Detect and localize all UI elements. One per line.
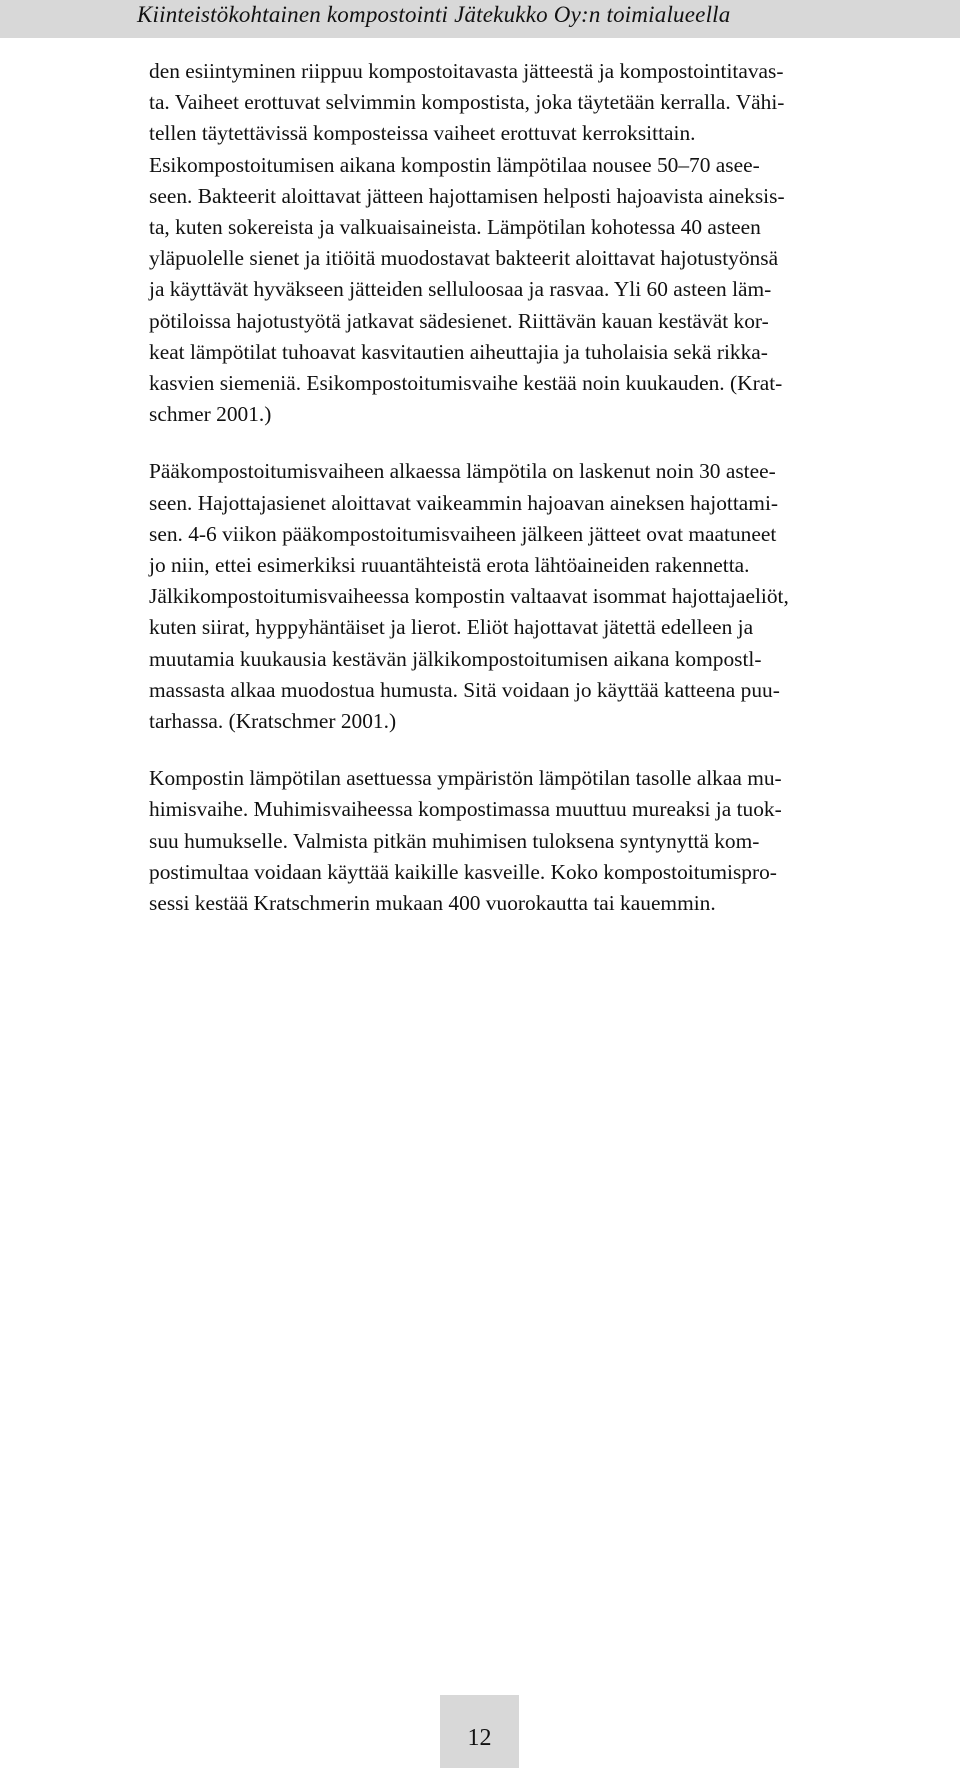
text-line: tarhassa. (Kratschmer 2001.) — [149, 709, 397, 734]
body-text — [149, 56, 960, 919]
text-line: sessi kestää Kratschmerin mukaan 400 vuorokautta tai kauemmin. — [149, 891, 716, 916]
paragraph-1 — [149, 56, 960, 150]
text-line: schmer 2001.) — [149, 402, 272, 427]
text-line: Kompostin lämpötilan asettuessa ympäristön lämpötilan tasolle alkaa mu- — [149, 766, 782, 791]
text-line: Esikompostoitumisen aikana kompostin lämpötilaa nousee 50–70 asee- — [149, 152, 760, 177]
text-line: massasta alkaa muodostua humusta. Sitä voidaan jo käyttää katteena puu- — [149, 677, 780, 702]
text-line: sen. 4-6 viikon pääkompostoitumisvaiheen jälkeen jätteet ovat maatuneet — [149, 521, 777, 546]
page-number-box — [440, 1695, 519, 1768]
text-line: kasvien siemeniä. Esikompostoitumisvaihe kestää noin kuukauden. (Krat- — [149, 371, 783, 396]
paragraph-3 — [149, 456, 960, 737]
page-number: 12 — [467, 1725, 492, 1751]
running-header — [0, 0, 960, 38]
text-line: muutamia kuukausia kestävän jälkikompostoitumisen aikana kompostl- — [149, 646, 762, 671]
text-line: yläpuolelle sienet ja itiöitä muodostavat bakteerit aloittavat hajotustyönsä — [149, 246, 779, 271]
paragraph-4 — [149, 763, 960, 919]
text-line: den esiintyminen riippuu kompostoitavasta jätteestä ja kompostointitavas- — [149, 59, 784, 83]
text-line: Pääkompostoitumisvaiheen alkaessa lämpötila on laskenut noin 30 astee- — [149, 459, 776, 484]
paragraph-2 — [149, 150, 960, 431]
running-header-title: Kiinteistökohtainen kompostointi Jätekukko Oy:n toimialueella — [137, 2, 731, 27]
text-line: postimultaa voidaan käyttää kaikille kasveille. Koko kompostoitumispro- — [149, 859, 777, 884]
text-line: Jälkikompostoitumisvaiheessa kompostin valtaavat isommat hajottajaeliöt, — [149, 584, 789, 609]
text-line: pötiloissa hajotustyötä jatkavat sädesienet. Riittävän kauan kestävät kor- — [149, 308, 769, 333]
text-line: kuten siirat, hyppyhäntäiset ja lierot. Eliöt hajottavat jätettä edelleen ja — [149, 615, 754, 640]
text-line: seen. Hajottajasienet aloittavat vaikeammin hajoavan aineksen hajottami- — [149, 490, 779, 515]
text-line: ta. Vaiheet erottuvat selvimmin kompostista, joka täytetään kerralla. Vähi- — [149, 90, 785, 115]
text-line: ta, kuten sokereista ja valkuaisaineista. Lämpötilan kohotessa 40 asteen — [149, 215, 761, 240]
text-line: ja käyttävät hyväkseen jätteiden selluloosaa ja rasvaa. Yli 60 asteen läm- — [149, 277, 772, 302]
text-line: jo niin, ettei esimerkiksi ruuantähteistä erota lähtöaineiden rakennetta. — [149, 553, 750, 578]
text-line: himisvaihe. Muhimisvaiheessa kompostimassa muuttuu mureaksi ja tuok- — [149, 797, 782, 822]
text-line: suu humukselle. Valmista pitkän muhimisen tuloksena syntynyttä kom- — [149, 828, 760, 853]
text-line: tellen täytettävissä komposteissa vaiheet erottuvat kerroksittain. — [149, 121, 696, 146]
text-line: keat lämpötilat tuhoavat kasvitautien aiheuttajia ja tuholaisia sekä rikka- — [149, 339, 768, 364]
text-line: seen. Bakteerit aloittavat jätteen hajottamisen helposti hajoavista aineksis- — [149, 183, 785, 208]
